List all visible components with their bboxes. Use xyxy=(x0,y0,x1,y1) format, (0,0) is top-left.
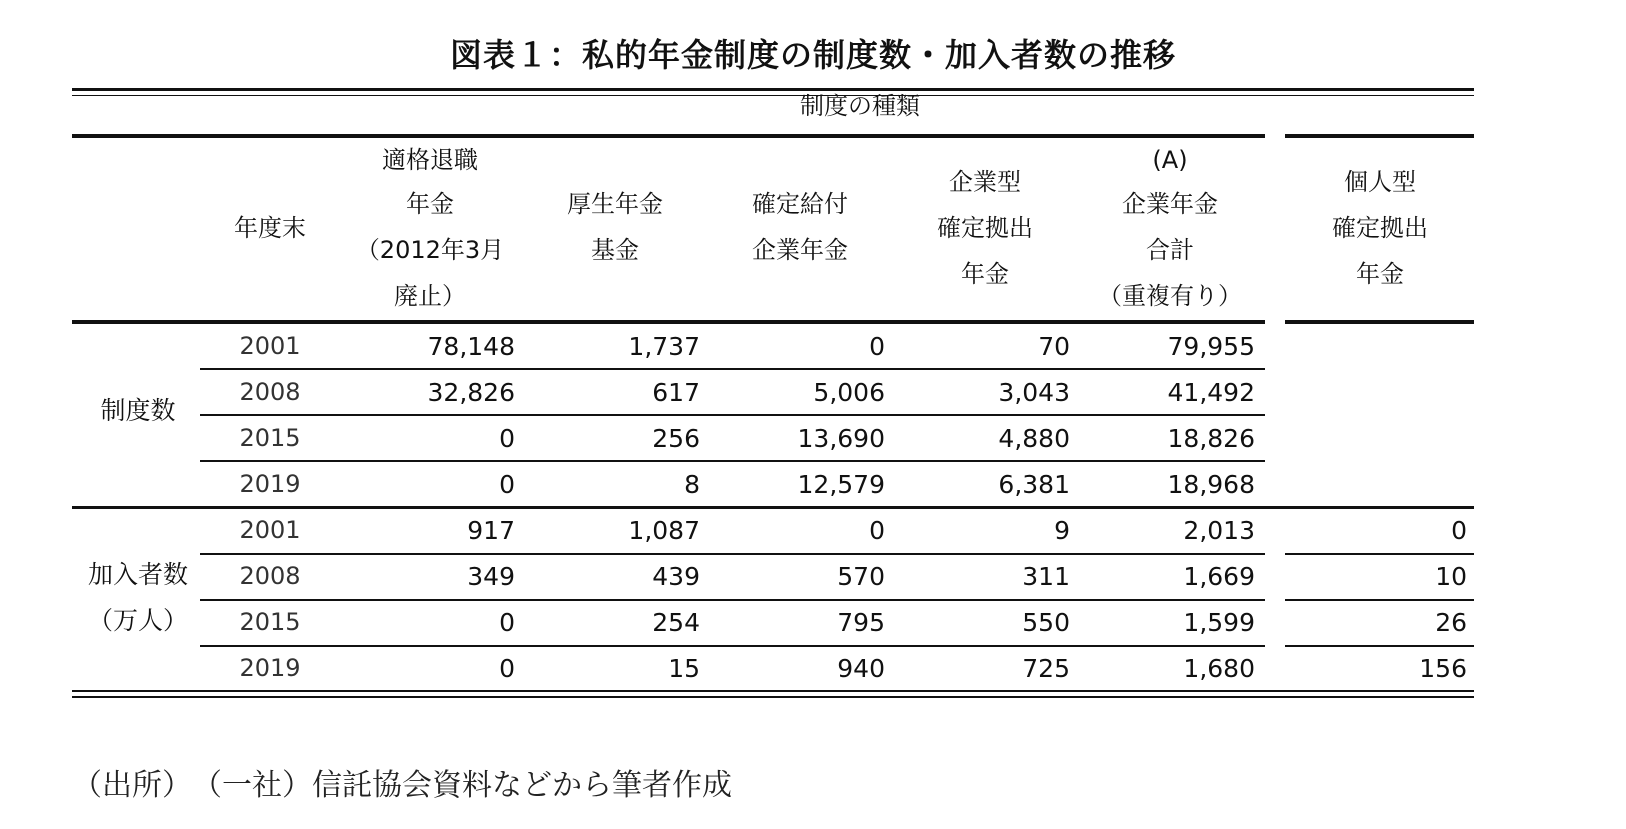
header-ideco-3: 年金 xyxy=(1356,260,1404,288)
year-cell: 2015 xyxy=(239,424,301,452)
row-divider xyxy=(200,460,1265,462)
row-divider xyxy=(1285,553,1474,555)
year-cell: 2008 xyxy=(239,378,301,406)
value-cell: 0 xyxy=(869,332,885,361)
header-year: 年度末 xyxy=(234,214,306,242)
group-label-members-unit: （万人） xyxy=(87,606,188,635)
value-cell: 15 xyxy=(668,654,700,683)
table-top-rule xyxy=(72,88,1474,91)
year-cell: 2019 xyxy=(239,654,301,682)
header-tekikaku-3: （2012年3月 xyxy=(355,236,505,264)
value-cell: 70 xyxy=(1038,332,1070,361)
value-cell: 79,955 xyxy=(1167,332,1255,361)
value-cell: 78,148 xyxy=(427,332,515,361)
header-tekikaku-1: 適格退職 xyxy=(382,146,478,174)
header-bottom-rule-right xyxy=(1285,320,1474,324)
header-ideco-2: 確定拠出 xyxy=(1332,214,1428,242)
value-cell: 13,690 xyxy=(797,424,885,453)
header-group-label: 制度の種類 xyxy=(800,92,920,120)
value-cell: 18,968 xyxy=(1167,470,1255,499)
value-cell: 917 xyxy=(467,516,515,545)
value-cell: 2,013 xyxy=(1183,516,1255,545)
value-cell: 4,880 xyxy=(998,424,1070,453)
value-cell: 0 xyxy=(1451,516,1467,545)
value-cell: 12,579 xyxy=(797,470,885,499)
header-db-2: 企業年金 xyxy=(752,236,848,264)
header-kosei-1: 厚生年金 xyxy=(567,190,663,218)
value-cell: 311 xyxy=(1022,562,1070,591)
value-cell: 256 xyxy=(652,424,700,453)
value-cell: 1,599 xyxy=(1183,608,1255,637)
header-total-3: 合計 xyxy=(1146,236,1194,264)
value-cell: 0 xyxy=(499,654,515,683)
row-divider xyxy=(200,599,1265,601)
row-divider xyxy=(200,553,1265,555)
row-divider xyxy=(1285,599,1474,601)
header-dc-1: 企業型 xyxy=(949,168,1021,196)
value-cell: 41,492 xyxy=(1167,378,1255,407)
value-cell: 0 xyxy=(499,424,515,453)
value-cell: 439 xyxy=(652,562,700,591)
value-cell: 32,826 xyxy=(427,378,515,407)
value-cell: 3,043 xyxy=(998,378,1070,407)
value-cell: 9 xyxy=(1054,516,1070,545)
value-cell: 349 xyxy=(467,562,515,591)
table-top-rule-2 xyxy=(72,95,1474,96)
header-tekikaku-2: 年金 xyxy=(406,190,454,218)
value-cell: 10 xyxy=(1435,562,1467,591)
value-cell: 6,381 xyxy=(998,470,1070,499)
value-cell: 18,826 xyxy=(1167,424,1255,453)
value-cell: 26 xyxy=(1435,608,1467,637)
value-cell: 8 xyxy=(684,470,700,499)
header-ideco-1: 個人型 xyxy=(1344,168,1416,196)
value-cell: 0 xyxy=(499,608,515,637)
year-cell: 2008 xyxy=(239,562,301,590)
value-cell: 550 xyxy=(1022,608,1070,637)
value-cell: 940 xyxy=(837,654,885,683)
value-cell: 725 xyxy=(1022,654,1070,683)
header-total-4: （重複有り） xyxy=(1098,282,1242,310)
header-kosei-2: 基金 xyxy=(591,236,639,264)
header-rule-right xyxy=(1285,134,1474,138)
row-divider xyxy=(1285,645,1474,647)
header-dc-3: 年金 xyxy=(961,260,1009,288)
year-cell: 2015 xyxy=(239,608,301,636)
value-cell: 617 xyxy=(652,378,700,407)
value-cell: 795 xyxy=(837,608,885,637)
value-cell: 156 xyxy=(1419,654,1467,683)
row-divider xyxy=(200,414,1265,416)
page-title: 図表１：私的年金制度の制度数・加入者数の推移 xyxy=(449,36,1176,74)
value-cell: 0 xyxy=(869,516,885,545)
header-db-1: 確定給付 xyxy=(752,190,848,218)
value-cell: 5,006 xyxy=(813,378,885,407)
group-label-plans: 制度数 xyxy=(100,396,176,425)
table-bottom-rule xyxy=(72,690,1474,692)
year-cell: 2001 xyxy=(239,516,301,544)
header-total-2: 企業年金 xyxy=(1122,190,1218,218)
table-bottom-rule-2 xyxy=(72,696,1474,698)
header-dc-2: 確定拠出 xyxy=(937,214,1033,242)
value-cell: 0 xyxy=(499,470,515,499)
value-cell: 254 xyxy=(652,608,700,637)
group-label-members: 加入者数 xyxy=(87,560,188,589)
year-cell: 2019 xyxy=(239,470,301,498)
row-divider xyxy=(200,645,1265,647)
value-cell: 1,087 xyxy=(628,516,700,545)
year-cell: 2001 xyxy=(239,332,301,360)
header-bottom-rule-left xyxy=(72,320,1265,324)
value-cell: 1,680 xyxy=(1183,654,1255,683)
value-cell: 1,737 xyxy=(628,332,700,361)
group-separator-rule xyxy=(72,506,1474,509)
header-total-1: (A) xyxy=(1152,146,1188,174)
source-note: （出所） （一社）信託協会資料などから筆者作成 xyxy=(72,768,732,803)
row-divider xyxy=(200,368,1265,370)
header-tekikaku-4: 廃止） xyxy=(394,282,466,310)
value-cell: 1,669 xyxy=(1183,562,1255,591)
value-cell: 570 xyxy=(837,562,885,591)
